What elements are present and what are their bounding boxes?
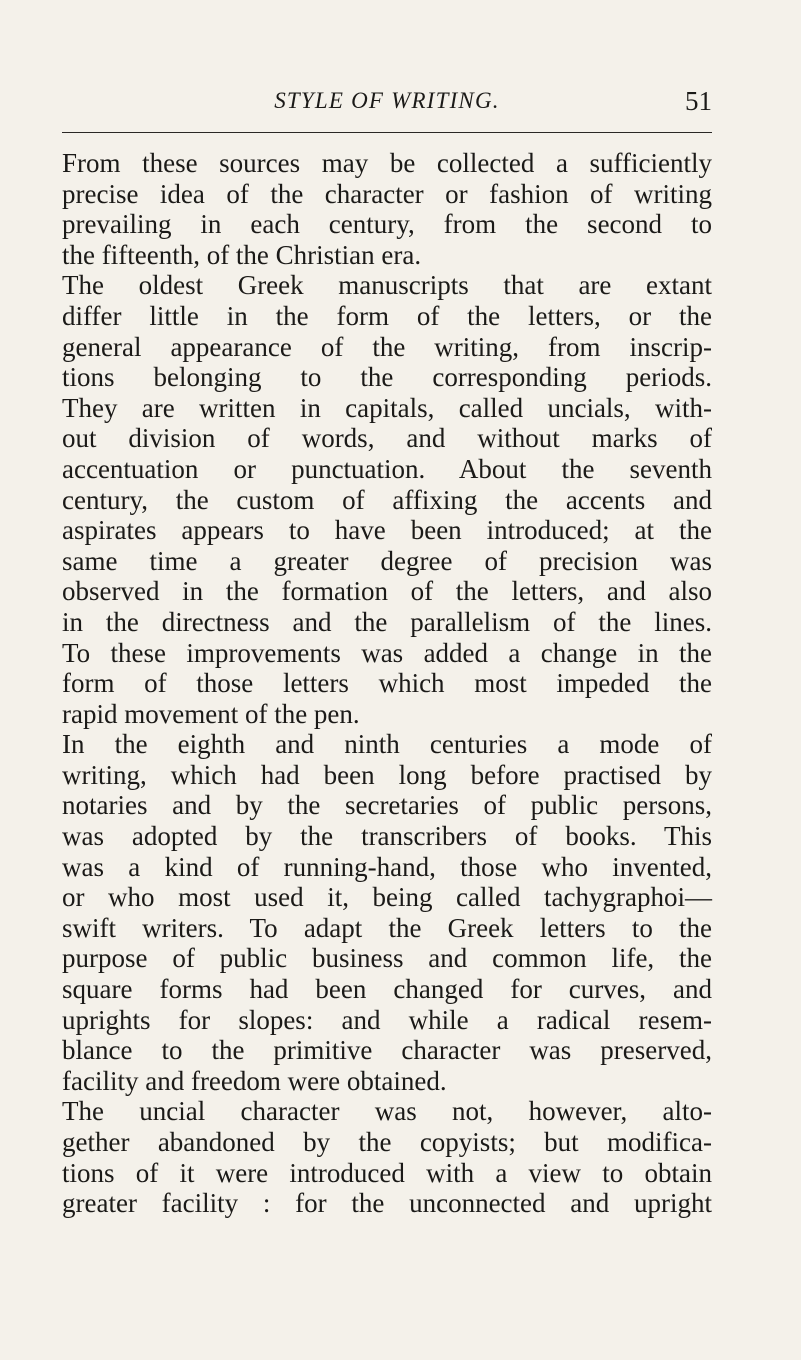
text-line: rapid movement of the pen. [62,698,360,729]
text-line: or who most used it, being called tachygraphoi— [62,882,712,913]
running-head [62,86,712,122]
text-line: They are written in capitals, called uncials, with- [62,392,712,423]
text-line: differ little in the form of the letters, or the [62,300,712,331]
text-line: greater facility : for the unconnected and upright [62,1188,712,1219]
text-line: in the directness and the parallelism of the lines. [62,606,712,637]
text-line: accentuation or punctuation. About the seventh [62,453,712,484]
text-line: The oldest Greek manuscripts that are extant [62,270,712,301]
text-line: tions belonging to the corresponding periods. [62,362,712,393]
text-line: tions of it were introduced with a view to obtain [62,1157,712,1188]
text-line: purpose of public business and common life, the [62,943,712,974]
text-line: same time a greater degree of precision was [62,545,712,576]
text-line: uprights for slopes: and while a radical resem- [62,1004,712,1035]
text-line: notaries and by the secretaries of public persons, [62,790,712,821]
text-line: century, the custom of affixing the accents and [62,484,712,515]
text-line: square forms had been changed for curves, and [62,974,712,1005]
text-line: prevailing in each century, from the second to [62,209,712,240]
text-line: the fifteenth, of the Christian era. [62,239,422,270]
text-line: blance to the primitive character was preserved, [62,1035,712,1066]
page-number: 51 [685,86,712,116]
running-title: STYLE OF WRITING. [274,88,500,113]
text-line: aspirates appears to have been introduced; at the [62,515,712,546]
text-line: was a kind of running-hand, those who invented, [62,851,712,882]
text-line: facility and freedom were obtained. [62,1065,447,1096]
text-line: observed in the formation of the letters, and also [62,576,712,607]
text-line: out division of words, and without marks of [62,423,712,454]
text-line: From these sources may be collected a sufficiently [62,148,712,178]
body-text [62,148,712,1219]
header-rule [62,132,712,133]
text-line: form of those letters which most impeded the [62,668,712,699]
text-line: The uncial character was not, however, alto- [62,1096,712,1127]
text-line: In the eighth and ninth centuries a mode of [62,729,712,760]
text-line: To these improvements was added a change in the [62,637,712,668]
text-line: was adopted by the transcribers of books. This [62,821,712,852]
text-line: gether abandoned by the copyists; but modifica- [62,1127,712,1157]
text-line: writing, which had been long before practised by [62,759,712,790]
text-line: precise idea of the character or fashion of writing [62,178,712,209]
text-line: general appearance of the writing, from inscrip- [62,331,712,362]
text-line: swift writers. To adapt the Greek letters to the [62,912,712,943]
